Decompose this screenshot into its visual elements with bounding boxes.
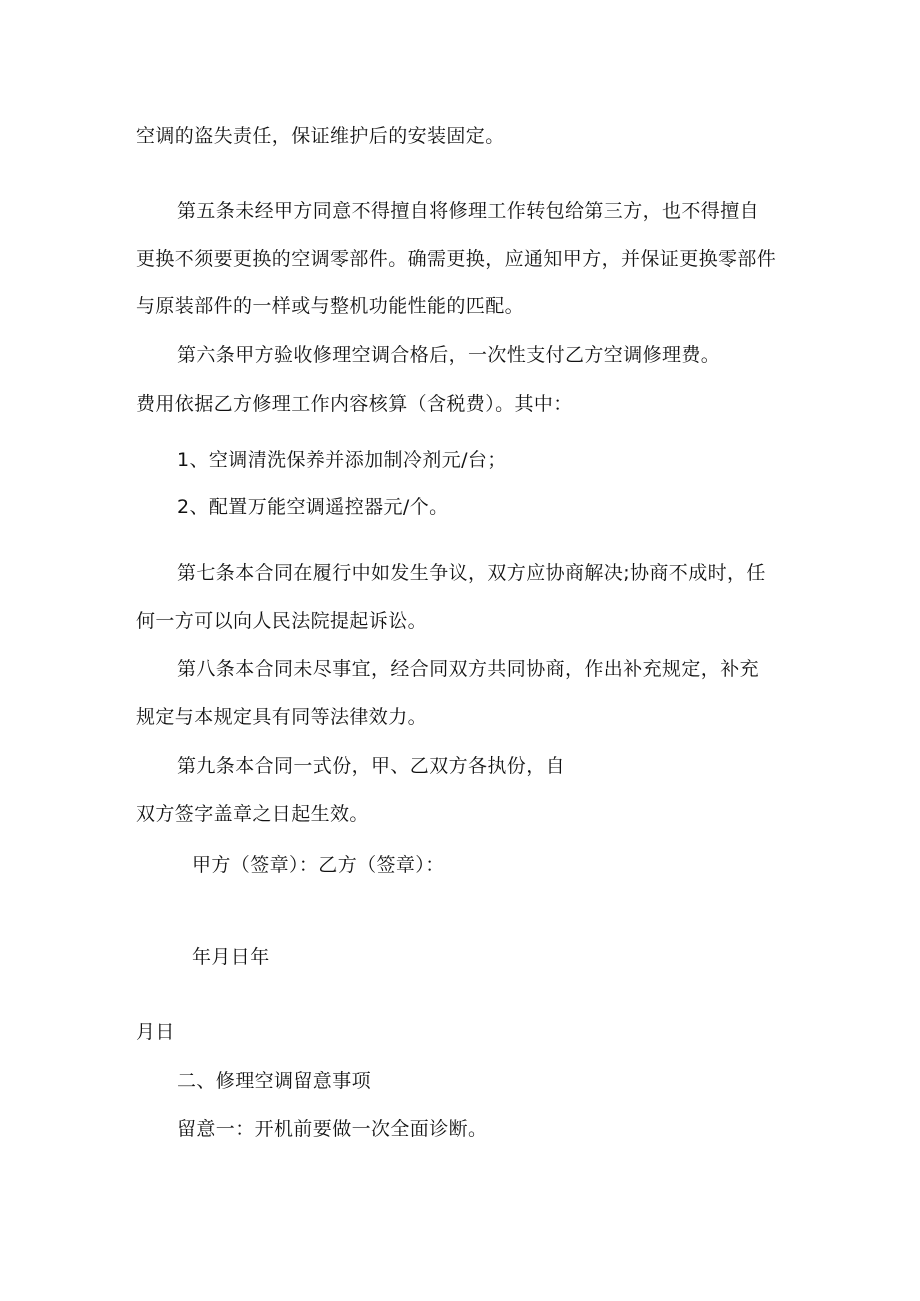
section-heading: 二、修理空调留意事项 <box>177 1070 372 1092</box>
text-line-11: 第八条本合同未尽事宜，经合同双方共同协商，作出补充规定，补充 <box>177 658 760 680</box>
text-line-9: 第七条本合同在履行中如发生争议，双方应协商解决;协商不成时，任 <box>177 562 766 584</box>
text-line-14: 双方签字盖章之日起生效。 <box>136 803 369 825</box>
text-line-6: 费用依据乙方修理工作内容核算（含税费）。其中： <box>136 393 573 415</box>
text-line-5: 第六条甲方验收修理空调合格后，一次性支付乙方空调修理费。 <box>177 344 721 366</box>
text-line-1: 空调的盗失责任，保证维护后的安装固定。 <box>136 125 505 147</box>
text-line-4: 与原装部件的一样或与整机功能性能的匹配。 <box>136 295 525 317</box>
text-line-3: 更换不须要更换的空调零部件。确需更换，应通知甲方，并保证更换零部件 <box>136 248 777 270</box>
date-line-continued: 月日 <box>136 1021 175 1043</box>
list-item-1: 1、空调清洗保养并添加制冷剂元/台； <box>177 449 507 471</box>
text-line-12: 规定与本规定具有同等法律效力。 <box>136 706 428 728</box>
text-line-2: 第五条未经甲方同意不得擅自将修理工作转包给第三方，也不得擅自 <box>177 200 760 222</box>
text-line-13: 第九条本合同一式份，甲、乙双方各执份，自 <box>177 755 566 777</box>
signature-line: 甲方（签章）：乙方（签章）： <box>192 854 445 876</box>
text-line-19: 留意一：开机前要做一次全面诊断。 <box>177 1118 488 1140</box>
text-line-10: 何一方可以向人民法院提起诉讼。 <box>136 610 428 632</box>
list-item-2: 2、配置万能空调遥控器元/个。 <box>177 496 449 518</box>
date-line: 年月日年 <box>192 946 270 968</box>
